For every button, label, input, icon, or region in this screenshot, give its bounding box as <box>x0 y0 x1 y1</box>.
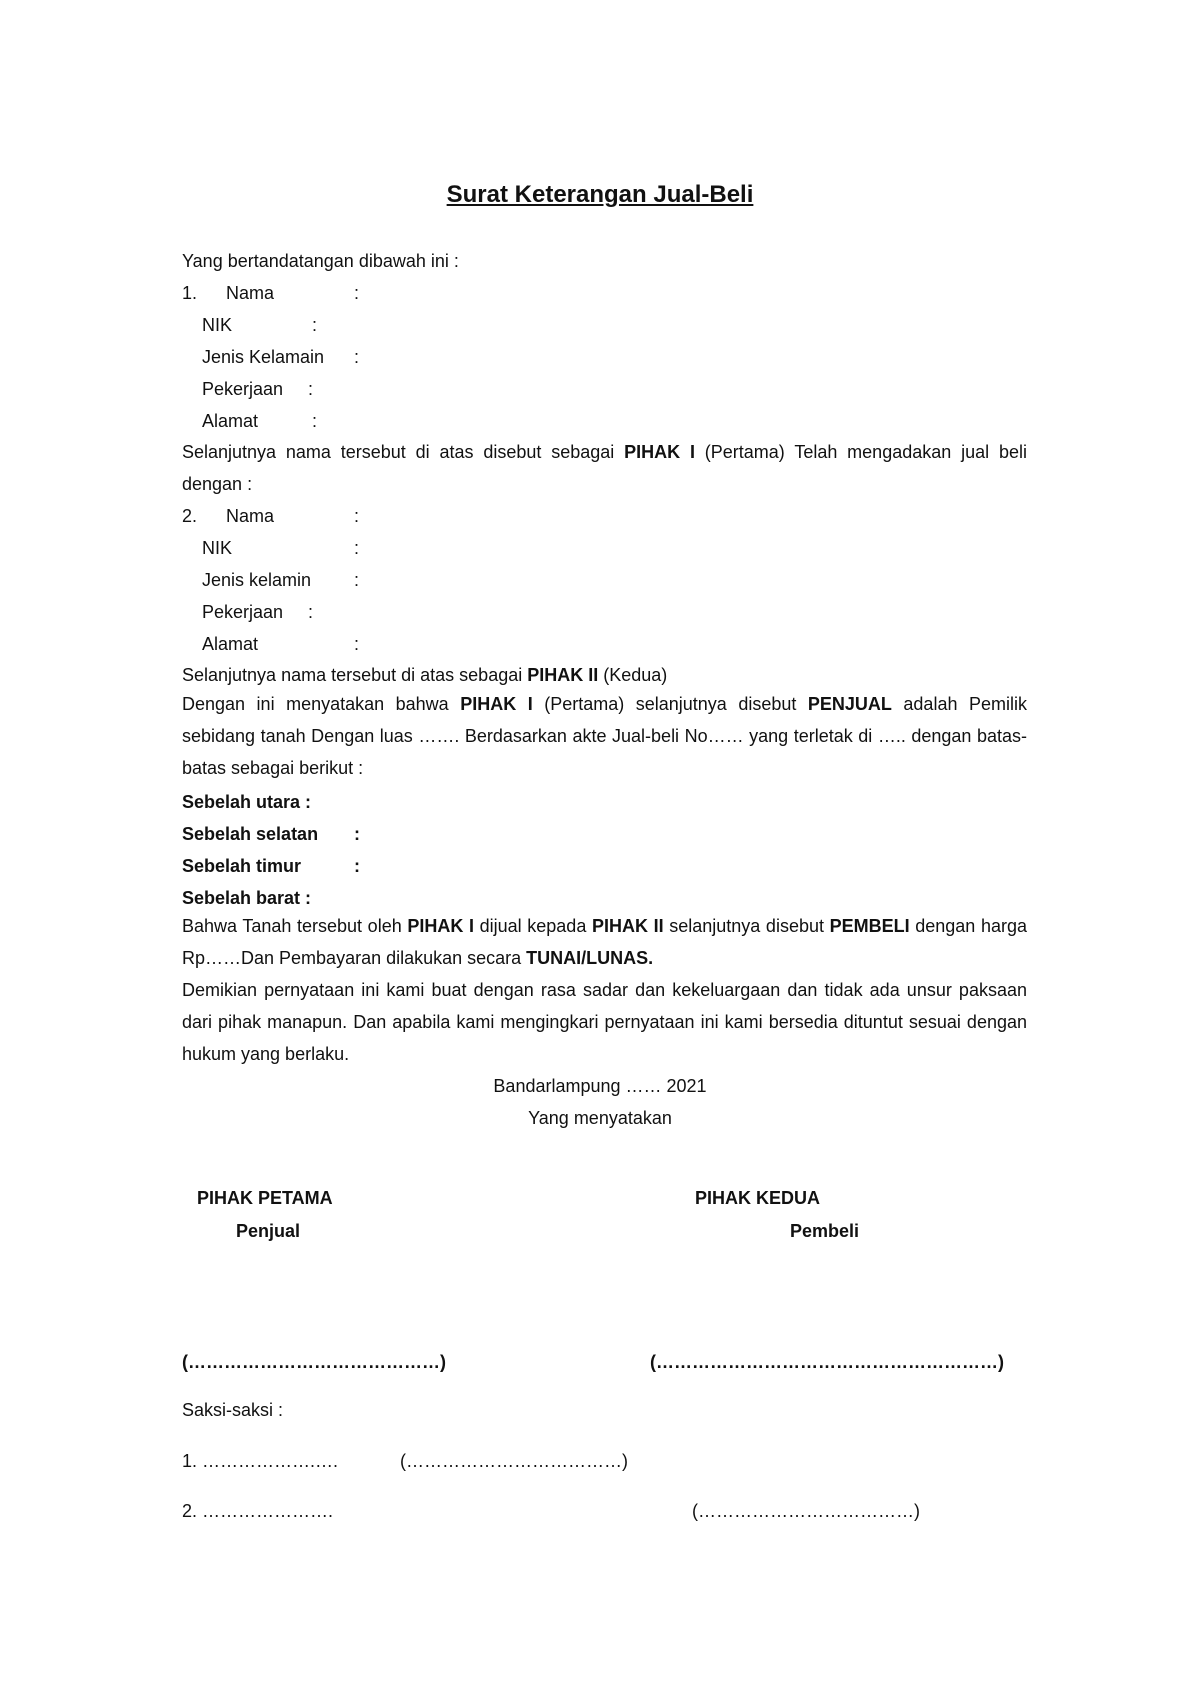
party2-nik-colon: : <box>354 538 360 558</box>
party1-address-colon: : <box>312 411 318 431</box>
para2-text-1: Selanjutnya nama tersebut di atas sebagai <box>182 665 528 685</box>
para3-bold-pihak1: PIHAK I <box>460 694 533 714</box>
witness2-blank: (………………………………) <box>692 1501 920 1521</box>
party2-address-label: Alamat <box>202 634 259 654</box>
witnesses-heading: Saksi-saksi : <box>182 1400 284 1420</box>
signature-right-role: Pembeli <box>790 1221 860 1241</box>
boundary-north-label: Sebelah utara : <box>182 792 312 812</box>
signature-right-blank: (…………………………………………………) <box>650 1352 1004 1372</box>
signature-left-role: Penjual <box>236 1221 301 1241</box>
signature-left-blank: (……………………………………) <box>182 1352 446 1372</box>
para3-text-2: (Pertama) selanjutnya disebut <box>532 694 808 714</box>
document-title: Surat Keterangan Jual-Beli <box>446 181 754 208</box>
boundary-east-label: Sebelah timur <box>182 856 302 876</box>
party1-nik-label: NIK <box>202 315 233 335</box>
place-date: Bandarlampung …… 2021 <box>493 1076 707 1096</box>
party1-job-colon: : <box>308 379 314 399</box>
signature-right-title: PIHAK KEDUA <box>695 1188 821 1208</box>
witness1-number: 1. ……………….…. <box>182 1451 339 1471</box>
witness1-blank: (………………………………) <box>400 1451 628 1471</box>
party1-name-colon: : <box>354 283 360 303</box>
party2-job-label: Pekerjaan <box>202 602 284 622</box>
para1-bold-pihak1: PIHAK I <box>624 442 695 462</box>
party2-nik-label: NIK <box>202 538 233 558</box>
boundary-south-label: Sebelah selatan <box>182 824 319 844</box>
party2-job-colon: : <box>308 602 314 622</box>
para4-bold-pihak2: PIHAK II <box>591 916 664 936</box>
party2-number: 2. <box>182 506 198 526</box>
para4-text-2: dijual kepada <box>473 916 592 936</box>
witness2-number: 2. …………………. <box>182 1501 334 1521</box>
para1-text-1: Selanjutnya nama tersebut di atas disebut sebagai <box>182 442 625 462</box>
para4-bold-pihak1: PIHAK I <box>407 916 474 936</box>
para4-text-4: dengan harga Rp……Dan Pembayaran dilakukan secara <box>182 916 1027 968</box>
party1-name-label: Nama <box>226 283 275 303</box>
para2-text-2: (Kedua) <box>598 665 668 685</box>
para1-text-2: (Pertama) Telah mengadakan jual beli dengan : <box>182 442 1027 494</box>
party1-nik-colon: : <box>312 315 318 335</box>
paragraph-seller-intro <box>182 437 1027 501</box>
boundary-south-colon: : <box>354 824 360 844</box>
boundary-west-label: Sebelah barat : <box>182 888 312 908</box>
declarant-label: Yang menyatakan <box>528 1108 672 1128</box>
party2-address-colon: : <box>354 634 360 654</box>
intro-text: Yang bertandatangan dibawah ini : <box>182 251 459 271</box>
para4-bold-pembeli: PEMBELI <box>829 916 910 936</box>
paragraph-sale-terms <box>182 911 1027 975</box>
party1-gender-colon: : <box>354 347 360 367</box>
party2-name-colon: : <box>354 506 360 526</box>
party2-gender-label: Jenis kelamin <box>202 570 312 590</box>
party1-address-label: Alamat <box>202 411 259 431</box>
signature-left-title: PIHAK PETAMA <box>197 1188 333 1208</box>
para4-text-3: selanjutnya disebut <box>663 916 830 936</box>
para4-text-1: Bahwa Tanah tersebut oleh <box>182 916 408 936</box>
party2-gender-colon: : <box>354 570 360 590</box>
party1-gender-label: Jenis Kelamain <box>202 347 325 367</box>
paragraph-land-description <box>182 689 1027 784</box>
para3-bold-penjual: PENJUAL <box>807 694 892 714</box>
para2-bold-pihak2: PIHAK II <box>527 665 599 685</box>
paragraph-buyer-intro <box>182 664 667 686</box>
para3-text-1: Dengan ini menyatakan bahwa <box>182 694 461 714</box>
para3-text-3: adalah Pemilik sebidang tanah Dengan luas ……. Berdasarkan akte Jual-beli No…… yang terletak di ….. dengan batas-batas sebagai berikut : <box>182 694 1027 778</box>
party2-name-label: Nama <box>226 506 275 526</box>
paragraph-declaration: Demikian pernyataan ini kami buat dengan rasa sadar dan kekeluargaan dan tidak ada unsur paksaan dari pihak manapun. Dan apabila kami mengingkari pernyataan ini kami bersedia dituntut sesuai dengan hukum yang berlaku. <box>182 980 1027 1064</box>
party1-number: 1. <box>182 283 198 303</box>
party1-job-label: Pekerjaan <box>202 379 284 399</box>
para4-bold-tunai: TUNAI/LUNAS. <box>526 947 654 968</box>
boundary-east-colon: : <box>354 856 360 876</box>
